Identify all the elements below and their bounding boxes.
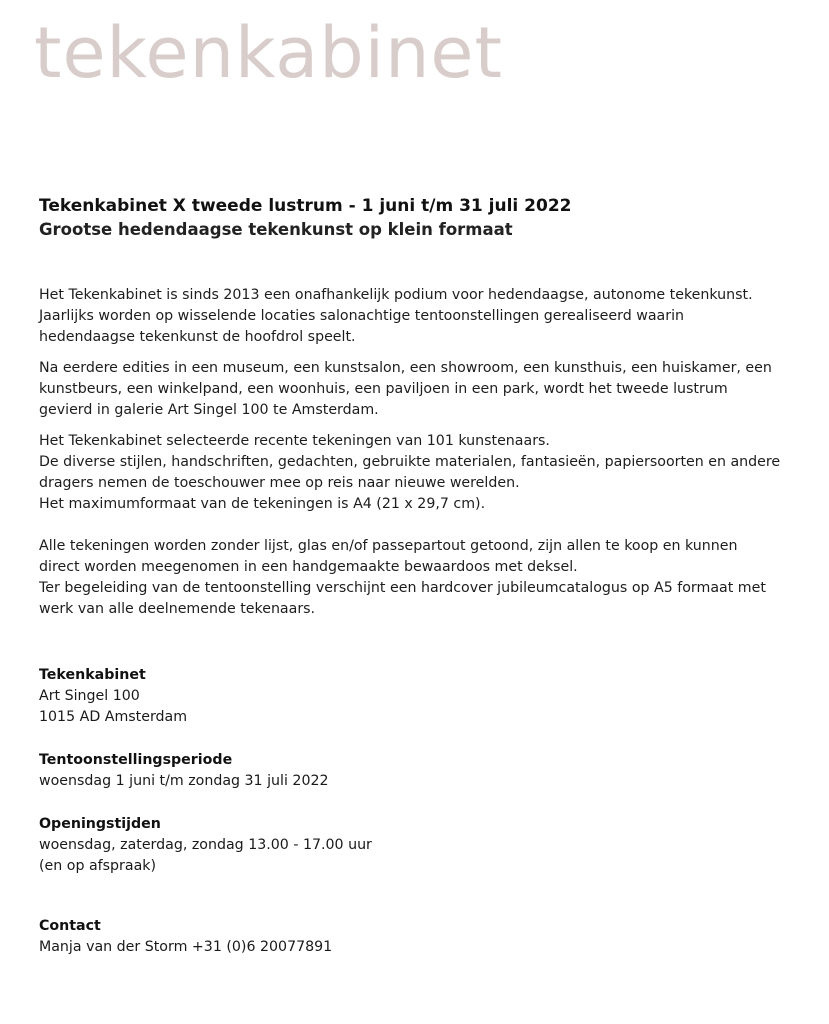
venue-postcode: 1015 AD Amsterdam [39,709,188,725]
text-line: Het maximumformaat van de tekeningen is A4 (21 x 29,7 cm). [39,496,486,512]
intro-text [39,285,799,620]
period-heading: Tentoonstellingsperiode [39,752,233,768]
page-title: Tekenkabinet X tweede lustrum - 1 juni t/m 31 juli 2022 [39,196,572,216]
venue-heading: Tekenkabinet [39,667,146,683]
text-line: direct worden meegenomen in een handgemaakte bewaardoos met deksel. [39,559,578,575]
text-line: hedendaagse tekenkunst de hoofdrol speelt. [39,329,356,345]
contact-block [39,916,799,958]
venue-block [39,665,799,728]
hours-days: woensdag, zaterdag, zondag 13.00 - 17.00 uur [39,837,372,853]
paragraph-history [39,358,799,421]
hours-block [39,814,799,877]
hours-heading: Openingstijden [39,816,161,832]
tekenkabinet-logo: tekenkabinet [34,12,503,94]
period-dates: woensdag 1 juni t/m zondag 31 juli 2022 [39,773,329,789]
paragraph-selection [39,431,799,515]
text-line: gevierd in galerie Art Singel 100 te Amsterdam. [39,402,379,418]
main-content [39,194,799,980]
venue-address: Art Singel 100 [39,688,140,704]
hours-note: (en op afspraak) [39,858,157,874]
paragraph-about [39,285,799,348]
text-line: Het Tekenkabinet selecteerde recente tekeningen van 101 kunstenaars. [39,433,550,449]
text-line: kunstbeurs, een winkelpand, een woonhuis, een paviljoen in een park, wordt het tweede lustrum [39,381,728,397]
text-line: Na eerdere edities in een museum, een kunstsalon, een showroom, een kunsthuis, een huiskamer, een [39,360,772,376]
text-line: werk van alle deelnemende tekenaars. [39,601,316,617]
text-line: De diverse stijlen, handschriften, gedachten, gebruikte materialen, fantasieën, papiersoorten en andere [39,454,781,470]
text-line: Het Tekenkabinet is sinds 2013 een onafhankelijk podium voor hedendaagse, autonome tekenkunst. [39,287,753,303]
paragraph-sales [39,536,799,620]
page-subtitle: Grootse hedendaagse tekenkunst op klein formaat [39,220,513,239]
text-line: Ter begeleiding van de tentoonstelling verschijnt een hardcover jubileumcatalogus op A5 formaat met [39,580,766,596]
text-line: Alle tekeningen worden zonder lijst, glas en/of passepartout getoond, zijn allen te koop en kunnen [39,538,738,554]
contact-phone[interactable]: Manja van der Storm +31 (0)6 20077891 [39,939,333,955]
contact-heading: Contact [39,918,101,934]
event-info [39,665,799,958]
period-block [39,750,799,792]
text-line: Jaarlijks worden op wisselende locaties salonachtige tentoonstellingen gerealiseerd waarin [39,308,684,324]
text-line: dragers nemen de toeschouwer mee op reis naar nieuwe werelden. [39,475,520,491]
